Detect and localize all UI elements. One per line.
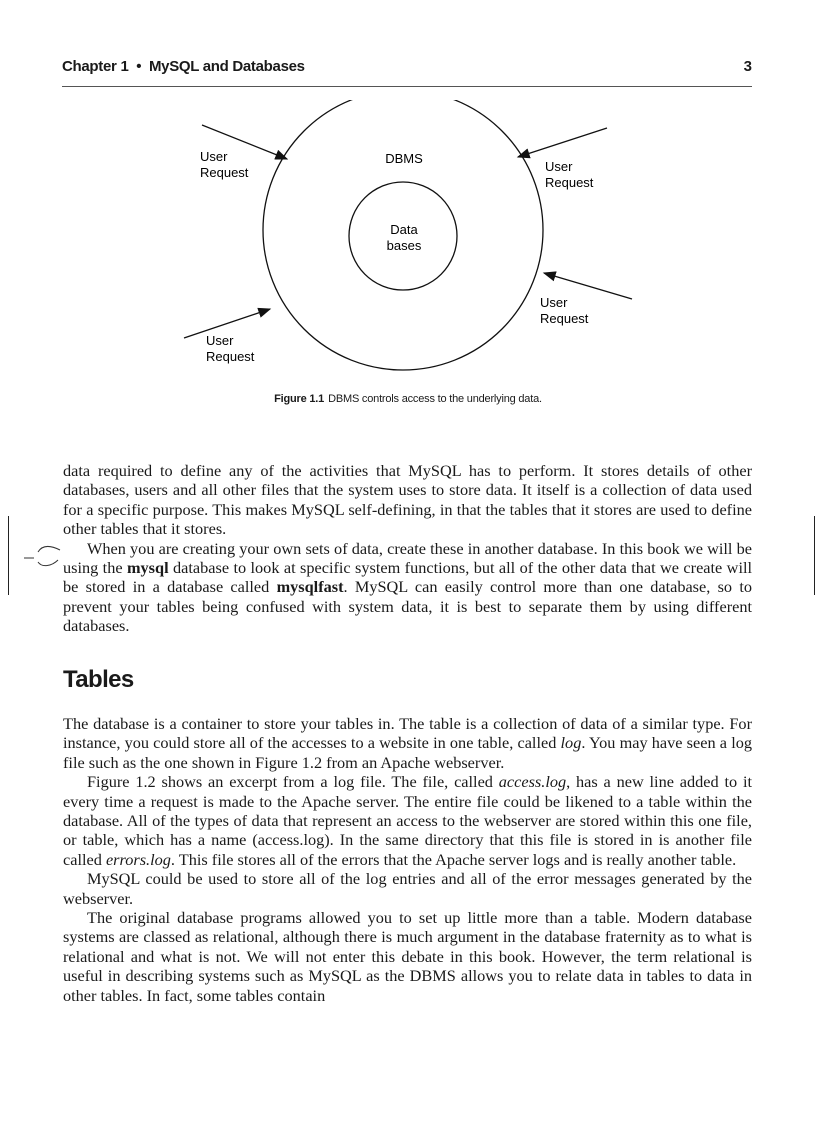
figure-caption-label: Figure 1.1 xyxy=(274,393,325,405)
code-term-mysql: mysql xyxy=(126,558,169,578)
figure-dbms-diagram xyxy=(0,100,816,400)
code-term-mysqlfast: mysqlfast xyxy=(276,577,344,597)
paragraph: data required to define any of the activities that MySQL has to perform. It stores details of other databases, users and all other files that the system uses to store data. It itself is a collection of data used for a specific purpose. This makes MySQL self-defining, in that the tables that it stores are used to define other tables that it stores. xyxy=(63,461,752,539)
paragraph: The original database programs allowed you to set up little more than a table. Modern database systems are classed as relational, although there is much argument in the database fraternity as to what is relational and what is not. We will not enter this debate in this book. However, the term relational is useful in describing systems such as MySQL as the DBMS allows you to relate data in tables to data in other tables. In fact, some tables contain xyxy=(63,908,752,1005)
emphasis-errors-log: errors.log xyxy=(105,849,171,869)
section-heading: Tables xyxy=(63,666,134,693)
emphasis-log: log xyxy=(560,733,582,753)
paragraph: MySQL could be used to store all of the log entries and all of the error messages generated by the webserver. xyxy=(63,869,752,908)
request-label-top-right-line1: User xyxy=(545,159,573,174)
databases-label-line2: bases xyxy=(386,238,422,253)
figure-caption xyxy=(0,393,816,405)
figure-caption-text: DBMS controls access to the underlying data. xyxy=(328,393,542,405)
page-number: 3 xyxy=(743,58,752,75)
paragraph: Figure 1.2 shows an excerpt from a log file. The file, called access.log, has a new line added to it every time a request is made to the Apache server. The entire file could be likened to a table within the database. All of the types of data that represent an access to the webserver are stored within this one file, or table, which has a name (access.log). In the same directory that this file is stored in is another file called errors.log. This file stores all of the errors that the Apache server logs and is really another table. xyxy=(63,772,752,869)
request-label-bottom-right-line1: User xyxy=(540,295,568,310)
databases-label-line1: Data xyxy=(390,222,418,237)
dbms-label: DBMS xyxy=(385,151,423,166)
request-label-top-right-line2: Request xyxy=(545,175,594,190)
request-label-top-left-line2: Request xyxy=(200,165,249,180)
request-label-bottom-left-line2: Request xyxy=(206,349,255,364)
request-label-bottom-left-line1: User xyxy=(206,333,234,348)
body-section-intro xyxy=(63,461,752,636)
body-section-tables xyxy=(63,714,752,1005)
request-label-bottom-right-line2: Request xyxy=(540,311,589,326)
margin-scribble xyxy=(22,540,66,570)
right-margin-bar xyxy=(814,516,815,595)
running-header xyxy=(62,58,752,87)
paragraph: When you are creating your own sets of data, create these in another database. In this book we will be using the mysql database to look at specific system functions, but all of the other data that we create will be stored in a database called mysqlfast. MySQL can easily control more than one database, so to prevent your tables being confused with system data, it is best to separate them by using different databases. xyxy=(63,538,753,636)
dbms-diagram-svg xyxy=(0,100,816,400)
request-label-top-left-line1: User xyxy=(200,149,228,164)
emphasis-access-log: access.log xyxy=(498,772,567,792)
user-request-arrow-top-right xyxy=(518,128,607,157)
paragraph: The database is a container to store your tables in. The table is a collection of data of a similar type. For instance, you could store all of the accesses to a website in one table, called log. You may have seen a log file such as the one shown in Figure 1.2 from an Apache webserver. xyxy=(63,714,752,772)
chapter-title: Chapter 1 • MySQL and Databases xyxy=(62,58,305,75)
left-margin-bar xyxy=(8,516,9,595)
